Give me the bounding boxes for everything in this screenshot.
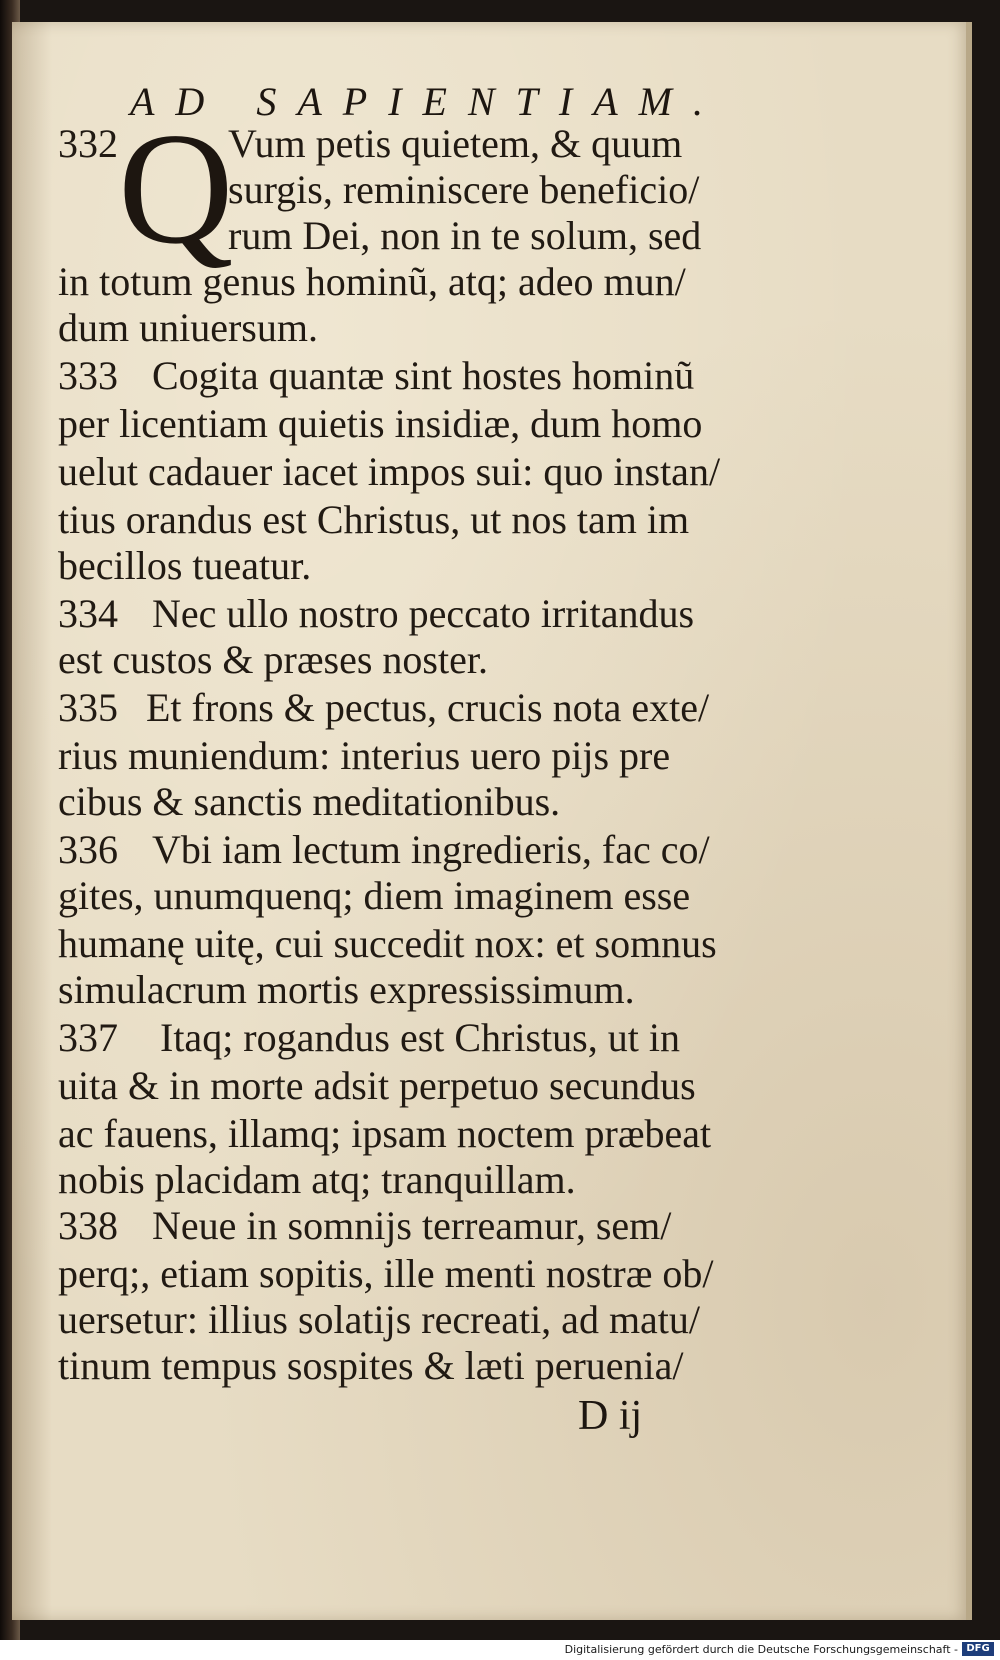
text-line: est custos & præses noster. [58,637,488,682]
page-edge [966,22,972,1620]
text-line: in totum genus hominũ, atq; adeo mun/ [58,259,686,304]
footer-credit: Digitalisierung gefördert durch die Deutsche Forschungsgemeinschaft - [564,1643,958,1656]
paragraph-number: 332 [58,121,118,166]
text-line: Vbi iam lectum ingredieris, fac co/ [152,827,710,872]
text-line: tius orandus est Christus, ut nos tam im [58,497,690,542]
text-line: per licentiam quietis insidiæ, dum homo [58,401,703,446]
text-line: surgis, reminiscere beneficio/ [228,167,700,212]
paragraph-number: 337 [58,1015,118,1060]
text-line: simulacrum mortis expressissimum. [58,967,635,1012]
text-line: humanę uitę, cui succedit nox: et somnus [58,921,717,966]
drop-capital: Q [118,99,234,277]
text-line: ac fauens, illamq; ipsam noctem præbeat [58,1111,712,1156]
signature-mark: D ij [578,1393,643,1439]
paragraph-number: 334 [58,591,118,636]
text-line: Neue in somnijs terreamur, sem/ [152,1203,672,1248]
text-line: nobis placidam atq; tranquillam. [58,1157,576,1202]
text-line: uelut cadauer iacet impos sui: quo instan/ [58,449,721,494]
text-line: cibus & sanctis meditationibus. [58,779,561,824]
paragraph-number: 335 [58,685,118,730]
text-line: Et frons & pectus, crucis nota exte/ [146,685,710,730]
text-line: dum uniuersum. [58,305,318,350]
text-line: tinum tempus sospites & læti peruenia/ [58,1343,684,1388]
text-line: perq;, etiam sopitis, ille menti nostræ ob/ [58,1251,714,1296]
text-line: becillos tueatur. [58,543,312,588]
paragraph-number: 336 [58,827,118,872]
dfg-logo: DFG [962,1642,994,1656]
text-line: Nec ullo nostro peccato irritandus [152,591,695,636]
text-line: Cogita quantæ sint hostes hominũ [152,353,695,398]
paragraph-number: 333 [58,353,118,398]
text-line: gites, unumquenq; diem imaginem esse [58,873,691,918]
text-line: rius muniendum: interius uero pijs pre [58,733,671,778]
paragraph-number: 338 [58,1203,118,1248]
text-line: Itaq; rogandus est Christus, ut in [160,1015,680,1060]
text-line: rum Dei, non in te solum, sed [228,213,702,258]
text-line: uersetur: illius solatijs recreati, ad matu/ [58,1297,701,1342]
text-line: uita & in morte adsit perpetuo secundus [58,1063,696,1108]
running-head: AD SAPIENTIAM. [130,79,724,124]
text-line: Vum petis quietem, & quum [228,121,683,166]
